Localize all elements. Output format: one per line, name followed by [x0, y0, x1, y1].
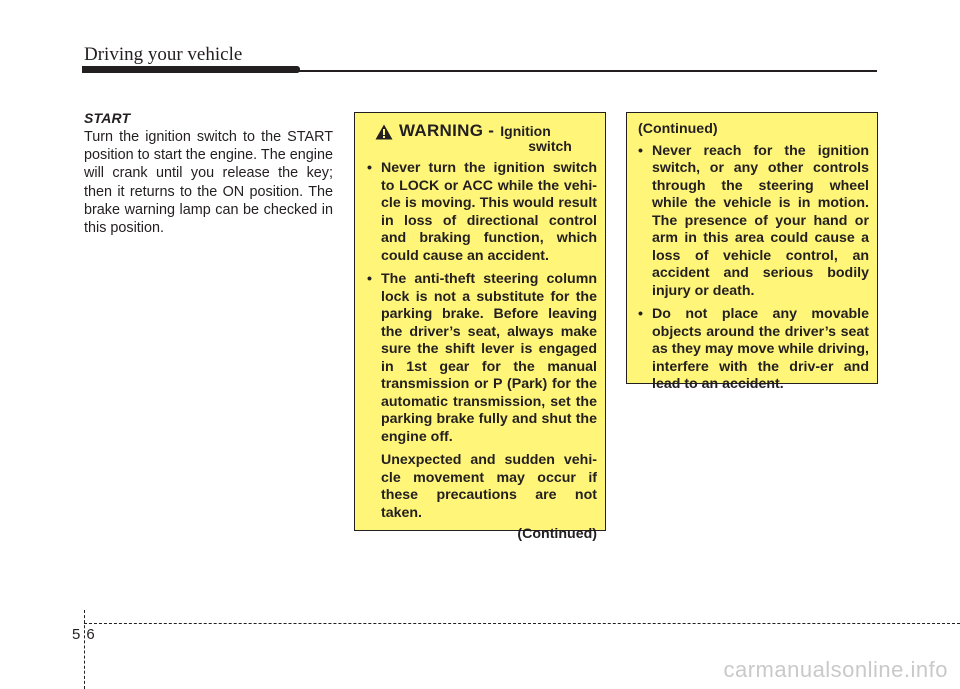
- footer-divider: [84, 623, 960, 624]
- warning-bullet: • Never turn the ignition switch to LOCK or ACC while the vehi-cle is moving. This would result in loss of directional control and braking function, which could cause an accident.: [367, 160, 597, 265]
- warning-subject-line2: switch: [528, 138, 572, 154]
- warning-subject-line1: Ignition: [500, 123, 551, 139]
- warning-triangle-icon: [375, 124, 393, 140]
- warning-label: WARNING -: [399, 121, 495, 140]
- page-header-title: Driving your vehicle: [84, 44, 243, 65]
- warning-bullet: • The anti-theft steering column lock is not a substitute for the parking brake. Before leaving the driver’s seat, always make sure the shift lever is engaged in 1st gear for the manual transmission or P (Park) for the automatic transmission, set the parking brake fully and shut the engine off.: [367, 271, 597, 446]
- section-heading: START: [84, 110, 131, 126]
- page-number: 56: [72, 626, 101, 643]
- section-body: Turn the ignition switch to the START position to start the engine. The engine will crank until you release the key; then it returns to the ON position. The brake warning lamp can be checked in this position.: [84, 129, 333, 237]
- footer-divider-vertical: [84, 610, 85, 689]
- continued-label: (Continued): [517, 526, 597, 542]
- warning-paragraph: Unexpected and sudden vehi-cle movement may occur if these precautions are not taken.: [381, 452, 597, 521]
- warning-bullet: • Do not place any movable objects around the driver’s seat as they may move while driving, interfere with the driv-er and lead to an accident.: [638, 306, 869, 394]
- warning-bullet: • Never reach for the ignition switch, or any other controls through the steering wheel while the vehicle is in motion. The presence of your hand or arm in this area could cause a loss of vehicle control, an accident and serious bodily injury or death.: [638, 143, 869, 301]
- continued-label: (Continued): [638, 121, 718, 137]
- warning-box-continued: [626, 112, 878, 392]
- warning-box: [354, 112, 606, 542]
- header-bar: [82, 66, 300, 73]
- watermark: carmanualsonline.info: [723, 657, 948, 682]
- warning-subject: [500, 124, 572, 154]
- warning-header: [375, 121, 597, 154]
- warning-bullet-list: [367, 160, 597, 446]
- header-rule: [298, 70, 877, 72]
- warning-bullet-list: [638, 143, 869, 394]
